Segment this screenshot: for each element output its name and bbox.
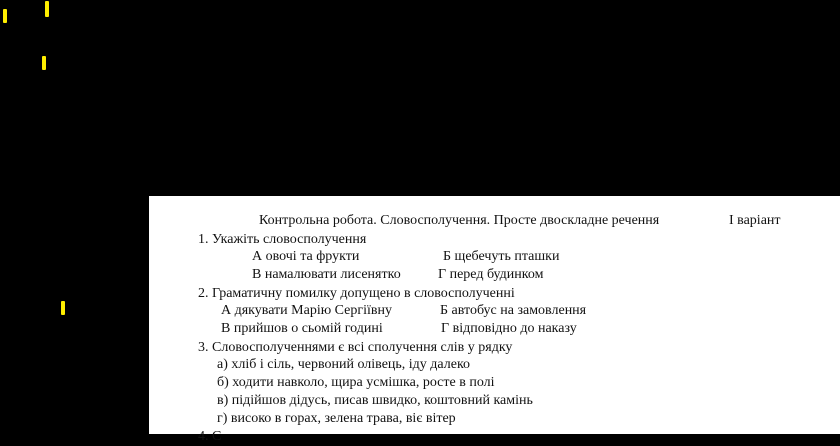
question-2-option-a: А дякувати Марію Сергіївну: [221, 303, 393, 318]
question-2: 2. Граматичну помилку допущено в словосполученні: [198, 286, 515, 301]
test-document: [149, 196, 840, 444]
question-1-option-b: Б щебечуть пташки: [443, 249, 560, 264]
question-1: 1. Укажіть словосполучення: [198, 232, 367, 247]
variant-label: І варіант: [729, 213, 781, 228]
question-1-option-c: В намалювати лисенятко: [252, 267, 401, 282]
question-1-option-d: Г перед будинком: [438, 267, 544, 282]
question-2-option-d: Г відповідно до наказу: [441, 321, 577, 336]
yellow-marker: [45, 1, 49, 17]
yellow-marker: [42, 56, 46, 70]
question-3-option-b: б) ходити навколо, щира усмішка, росте в полі: [217, 375, 495, 390]
question-3: 3. Словосполученнями є всі сполучення слів у рядку: [198, 340, 513, 355]
yellow-marker: [61, 301, 65, 315]
question-3-option-c: в) підійшов дідусь, писав швидко, коштовний камінь: [217, 393, 533, 408]
yellow-marker: [3, 9, 7, 23]
question-4: 4. С: [198, 429, 222, 444]
question-2-option-c: В прийшов о сьомій годині: [221, 321, 383, 336]
question-1-option-a: А овочі та фрукти: [252, 249, 360, 264]
question-3-option-d: г) високо в горах, зелена трава, віє вітер: [217, 411, 456, 426]
document-title: Контрольна робота. Словосполучення. Просте двоскладне речення: [259, 213, 660, 228]
question-2-option-b: Б автобус на замовлення: [440, 303, 587, 318]
question-3-option-a: а) хліб і сіль, червоний олівець, іду далеко: [217, 357, 471, 372]
